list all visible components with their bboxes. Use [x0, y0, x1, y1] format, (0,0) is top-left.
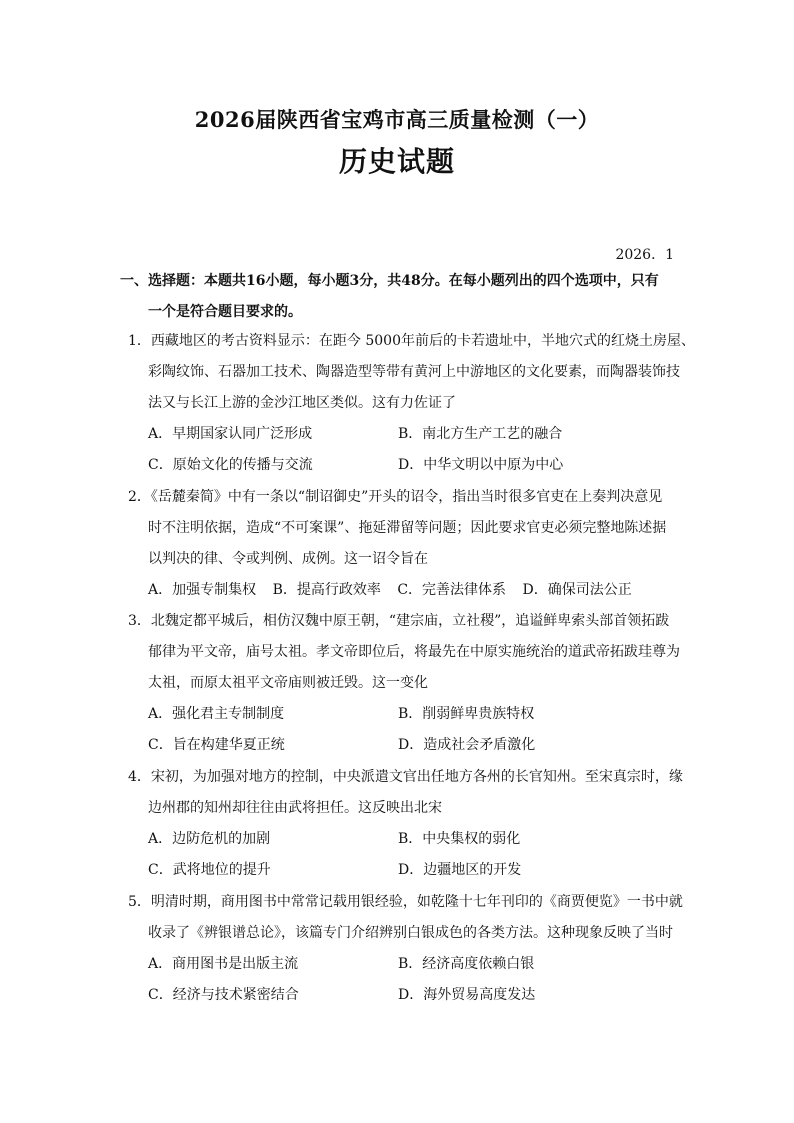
option-a[interactable]: A．早期国家认同广泛形成 [148, 426, 313, 442]
option-d[interactable]: D．海外贸易高度发达 [398, 987, 536, 1003]
option-b[interactable]: B．南北方生产工艺的融合 [398, 426, 563, 442]
option-a[interactable]: A．边防危机的加剧 [148, 831, 271, 847]
option-row [128, 450, 688, 481]
question-line: 2．《岳麓秦简》中有一条以“制诏御史”开头的诏令，指出当时很多官吏在上奏判决意见 [128, 489, 663, 505]
subject-title: 历史试题 [338, 145, 455, 178]
option-c[interactable]: C．原始文化的传播与交流 [148, 457, 313, 473]
option-a[interactable]: A．强化君主专制制度 [148, 706, 285, 722]
option-b[interactable]: B．中央集权的弱化 [398, 831, 521, 847]
question-line: 1．西藏地区的考古资料显示：在距今 5000年前后的卡若遗址中，半地穴式的红烧土房屋、 [128, 333, 695, 349]
question-line: 法又与长江上游的金沙江地区类似。这有力佐证了 [148, 395, 456, 411]
option-a[interactable]: A．商用图书是出版主流 [148, 956, 299, 972]
option-d[interactable]: D．边疆地区的开发 [398, 862, 522, 878]
question-line: 彩陶纹饰、石器加工技术、陶器造型等带有黄河上中游地区的文化要素，而陶器装饰技 [148, 364, 680, 380]
section-line-1: 一、选择题：本题共16小题，每小题3分，共48分。在每小题列出的四个选项中，只有 [120, 273, 659, 289]
option-c[interactable]: C．武将地位的提升 [148, 862, 271, 878]
option-b[interactable]: B．经济高度依赖白银 [398, 956, 535, 972]
question-line: 以判决的律、令或判例、成例。这一诏令旨在 [148, 551, 428, 567]
option-d[interactable]: D．中华文明以中原为中心 [398, 457, 564, 473]
option-b[interactable]: B．提高行政效率 [272, 582, 381, 598]
section-instructions [120, 266, 690, 328]
question-3 [128, 606, 688, 761]
question-line: 时不注明依据，造成“不可案课”、拖延滞留等问题；因此要求官吏必须完整地陈述据 [148, 520, 667, 536]
option-b[interactable]: B．削弱鲜卑贵族特权 [398, 706, 535, 722]
option-row [128, 980, 688, 1011]
question-line: 太祖，而原太祖平文帝庙则被迁毁。这一变化 [148, 675, 428, 691]
option-c[interactable]: C．经济与技术紧密结合 [148, 987, 299, 1003]
option-row [128, 855, 688, 886]
question-5 [128, 887, 688, 1011]
question-line: 郁律为平文帝，庙号太祖。孝文帝即位后，将最先在中原实施统治的道武帝拓跋珪尊为 [148, 644, 680, 660]
option-row [128, 699, 688, 730]
question-line: 5．明清时期，商用图书中常常记载用银经验，如乾隆十七年刊印的《商贾便览》一书中就 [128, 894, 683, 910]
question-line: 3．北魏定都平城后，相仿汉魏中原王朝，“建宗庙，立社稷”，追谥鲜卑索头部首领拓跋 [128, 613, 670, 629]
option-row [128, 949, 688, 980]
section-line-2: 一个是符合题目要求的。 [148, 304, 302, 320]
question-2 [128, 482, 688, 606]
option-c[interactable]: C．旨在构建华夏正统 [148, 737, 285, 753]
option-row [128, 419, 688, 450]
option-row [128, 824, 688, 855]
question-line: 收录了《辨银谱总论》，该篇专门介绍辨别白银成色的各类方法。这种现象反映了当时 [148, 925, 673, 941]
question-4 [128, 762, 688, 886]
option-row [128, 730, 688, 761]
exam-title: 2026届陕西省宝鸡市高三质量检测（一） [194, 107, 600, 132]
option-d[interactable]: D．确保司法公正 [522, 582, 632, 598]
option-c[interactable]: C．完善法律体系 [397, 582, 507, 598]
question-1 [128, 326, 695, 481]
exam-date: 2026．1 [615, 247, 674, 263]
option-a[interactable]: A．加强专制集权 [148, 582, 257, 598]
question-line: 4．宋初，为加强对地方的控制，中央派遣文官出任地方各州的长官知州。至宋真宗时，缘 [128, 769, 683, 785]
option-d[interactable]: D．造成社会矛盾激化 [398, 737, 536, 753]
question-line: 边州郡的知州却往往由武将担任。这反映出北宋 [148, 800, 442, 816]
option-row [128, 575, 688, 606]
